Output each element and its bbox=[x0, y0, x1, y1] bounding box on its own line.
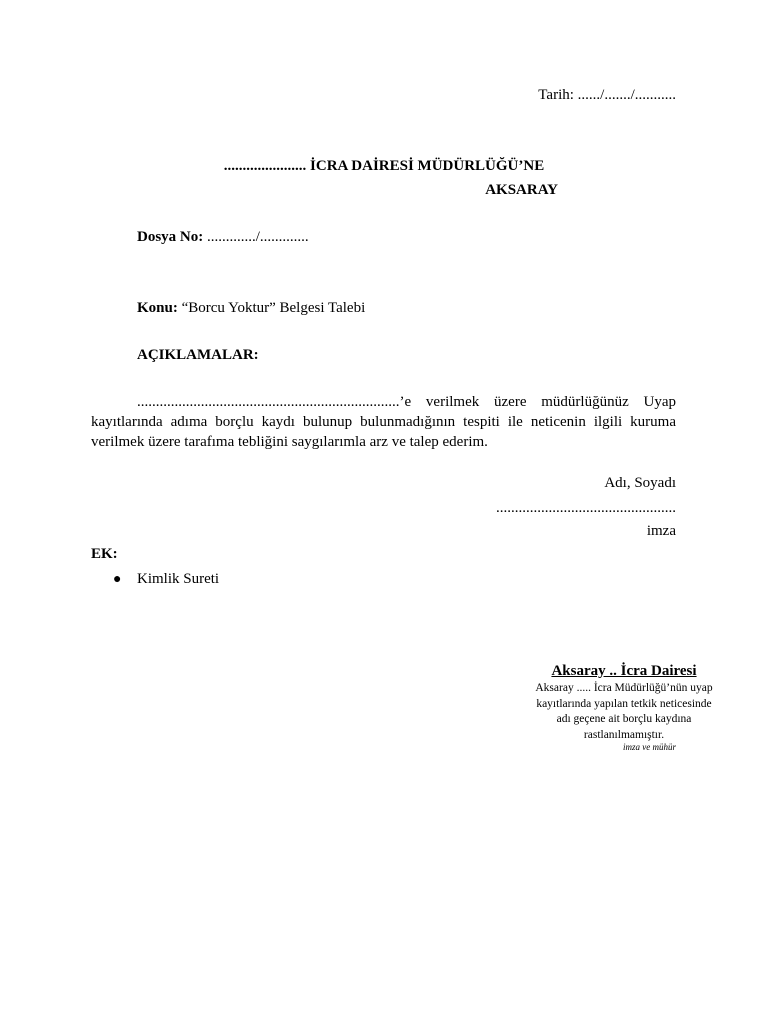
signature-name-label: Adı, Soyadı bbox=[604, 475, 676, 491]
stamp-line-1: Aksaray ..... İcra Müdürlüğü’nün uyap bbox=[535, 682, 713, 694]
attachment-item bbox=[113, 570, 219, 589]
file-number-label: Dosya No: bbox=[137, 229, 204, 245]
stamp-title: Aksaray .. İcra Dairesi bbox=[551, 663, 697, 679]
date-line: Tarih: ....../......./........... bbox=[538, 87, 676, 103]
stamp-box bbox=[500, 662, 748, 753]
file-number bbox=[137, 228, 309, 246]
stamp-signature: imza ve mühür bbox=[623, 742, 676, 752]
stamp-line-2: kayıtlarında yapılan tetkik neticesinde bbox=[536, 697, 712, 710]
subject-line bbox=[137, 299, 365, 317]
section-heading: AÇIKLAMALAR: bbox=[137, 347, 259, 363]
body-paragraph bbox=[91, 392, 676, 452]
bullet-icon: ● bbox=[113, 572, 122, 587]
file-number-value: ............./............. bbox=[203, 229, 309, 245]
subject-label: Konu: bbox=[137, 300, 178, 316]
body-text: ......................................................................’e verilmek üzere müdürlüğünüz Uyap kayıtlarında adıma borçlu kaydı bulunup bulunmadığının tespiti ile neticenin ilgili kuruma verilmek üzere tarafıma tebliğini saygılarımla arz ve talep ederim. bbox=[91, 394, 676, 450]
attachments-label: EK: bbox=[91, 546, 118, 562]
recipient-office: ...................... İCRA DAİRESİ MÜDÜRLÜĞÜ’NE bbox=[223, 158, 545, 174]
subject-value: “Borcu Yoktur” Belgesi Talebi bbox=[177, 300, 366, 316]
stamp-line-3: adı geçene ait borçlu kaydına bbox=[556, 713, 692, 725]
stamp-line-4: rastlanılmamıştır. bbox=[583, 728, 665, 741]
attachment-item-text: Kimlik Sureti bbox=[137, 571, 220, 587]
signature-imza: imza bbox=[646, 523, 676, 539]
signature-dots: ................................................ bbox=[496, 500, 676, 516]
recipient-city: AKSARAY bbox=[485, 182, 558, 198]
